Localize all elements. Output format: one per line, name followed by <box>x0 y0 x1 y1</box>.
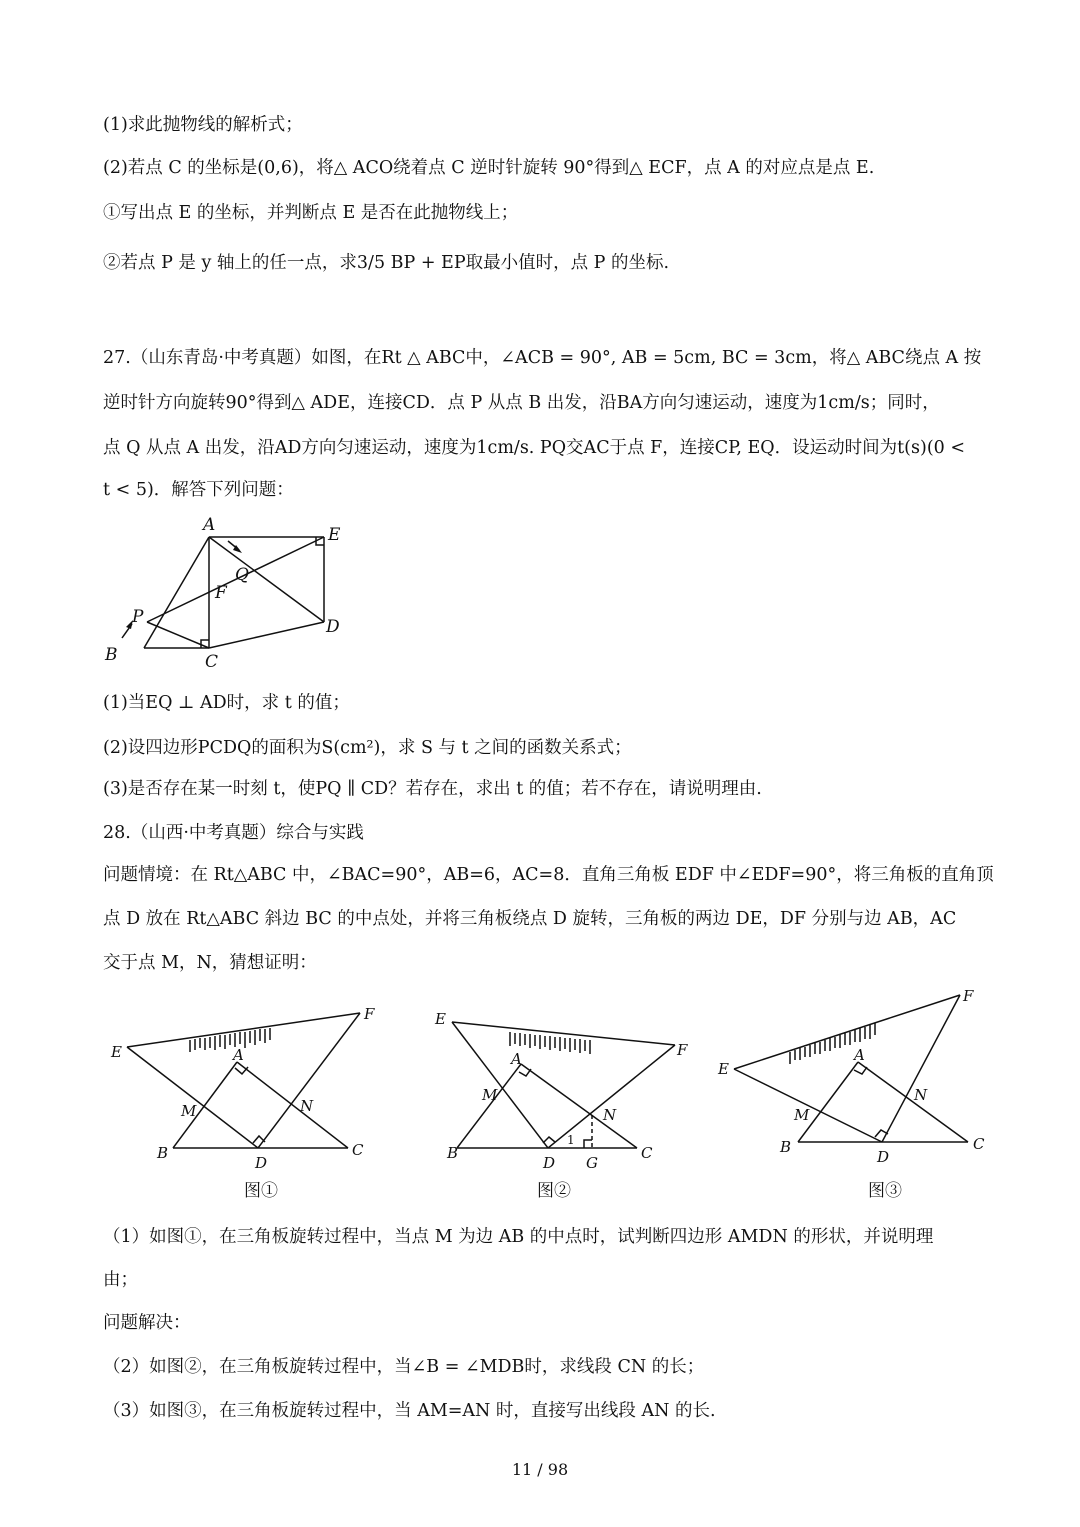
label-A: A <box>511 1050 522 1068</box>
seg-AD <box>209 537 324 622</box>
seg-FD <box>258 1013 360 1148</box>
q26-sub2: ②若点 P 是 y 轴上的任一点，求3/5 BP + EP取最小值时，点 P 的坐标. <box>103 253 670 273</box>
label-C: C <box>205 652 219 672</box>
label-A: A <box>203 515 216 535</box>
label-E: E <box>435 1010 446 1028</box>
q26-part1: (1)求此抛物线的解析式； <box>103 115 303 135</box>
label-N: N <box>300 1097 314 1115</box>
right-angle-D <box>543 1137 555 1143</box>
label-E: E <box>111 1043 122 1061</box>
label-E: E <box>718 1060 729 1078</box>
q27-part2: (2)设四边形PCDQ的面积为S(cm²)，求 S 与 t 之间的函数关系式； <box>103 738 632 758</box>
label-M: M <box>794 1106 810 1124</box>
label-C: C <box>352 1141 364 1159</box>
label-E: E <box>328 525 341 545</box>
label-C: C <box>641 1144 653 1162</box>
label-B: B <box>447 1144 459 1162</box>
seg-PC <box>147 622 209 648</box>
q28-part2: （2）如图②，在三角板旋转过程中，当∠B = ∠MDB时，求线段 CN 的长； <box>103 1357 705 1377</box>
seg-BA <box>798 1062 858 1142</box>
q28-resolve: 问题解决： <box>103 1313 191 1333</box>
q27-figure <box>95 510 355 675</box>
label-M: M <box>482 1086 498 1104</box>
q27-line3: 点 Q 从点 A 出发，沿AD方向匀速运动，速度为1cm/s. PQ交AC于点 F，连接CP, EQ．设运动时间为t(s)(0 < <box>103 438 966 458</box>
label-D: D <box>877 1148 890 1166</box>
q28-part1b: 由； <box>103 1270 138 1290</box>
q28-figure-2 <box>425 1000 705 1205</box>
q28-figure-3 <box>710 982 1000 1207</box>
q26-sub1: ①写出点 E 的坐标，并判断点 E 是否在此抛物线上； <box>103 203 519 223</box>
seg-AC <box>858 1062 968 1142</box>
seg-AC <box>237 1062 348 1148</box>
right-angle-G <box>584 1140 592 1148</box>
fig2-caption: 图② <box>537 1181 571 1201</box>
label-F: F <box>963 987 974 1005</box>
fig1-caption: 图① <box>244 1181 278 1201</box>
q28-figure-1 <box>105 1000 395 1205</box>
label-M: M <box>181 1102 197 1120</box>
label-B: B <box>780 1138 792 1156</box>
label-P: P <box>132 607 144 627</box>
label-F: F <box>215 583 227 603</box>
label-B: B <box>157 1144 169 1162</box>
seg-BA <box>144 537 209 648</box>
label-angle-1: 1 <box>567 1133 575 1147</box>
page-number: 11 / 98 <box>511 1460 569 1479</box>
q27-line1: 27.（山东青岛·中考真题）如图，在Rt △ ABC中，∠ACB = 90°, AB = 5cm, BC = 3cm，将△ ABC绕点 A 按 <box>103 348 982 368</box>
q28-title: 28.（山西·中考真题）综合与实践 <box>103 823 364 843</box>
q28-line1: 问题情境：在 Rt△ABC 中，∠BAC=90°，AB=6，AC=8．直角三角板 EDF 中∠EDF=90°，将三角板的直角顶 <box>103 865 994 885</box>
q28-part3: （3）如图③，在三角板旋转过程中，当 AM=AN 时，直接写出线段 AN 的长. <box>103 1401 716 1421</box>
q27-part1: (1)当EQ ⊥ AD时，求 t 的值； <box>103 693 350 713</box>
q26-part2: (2)若点 C 的坐标是(0,6)，将△ ACO绕着点 C 逆时针旋转 90°得到△ ECF，点 A 的对应点是点 E. <box>103 158 875 178</box>
label-A: A <box>233 1046 244 1064</box>
label-F: F <box>364 1005 375 1023</box>
label-A: A <box>854 1046 865 1064</box>
label-N: N <box>914 1086 928 1104</box>
label-C: C <box>973 1135 985 1153</box>
label-N: N <box>603 1106 617 1124</box>
q28-line3: 交于点 M，N，猜想证明： <box>103 953 317 973</box>
q28-part1a: （1）如图①，在三角板旋转过程中，当点 M 为边 AB 的中点时，试判断四边形 AMDN 的形状，并说明理 <box>103 1227 934 1247</box>
label-D: D <box>255 1154 268 1172</box>
seg-EF <box>452 1022 675 1045</box>
q28-line2: 点 D 放在 Rt△ABC 斜边 BC 的中点处，并将三角板绕点 D 旋转，三角板的两边 DE，DF 分别与边 AB，AC <box>103 909 957 929</box>
seg-ED <box>452 1022 548 1148</box>
seg-BA <box>457 1064 521 1148</box>
seg-CD <box>209 622 324 648</box>
seg-EF <box>127 1013 360 1047</box>
label-Q: Q <box>235 565 249 585</box>
q27-line4: t < 5)．解答下列问题： <box>103 480 294 500</box>
q27-part3: (3)是否存在某一时刻 t，使PQ ∥ CD？若存在，求出 t 的值；若不存在，请说明理由. <box>103 779 762 799</box>
label-F: F <box>677 1041 688 1059</box>
label-B: B <box>105 645 118 665</box>
label-D: D <box>326 617 340 637</box>
right-angle-A <box>235 1067 248 1074</box>
label-D: D <box>543 1154 556 1172</box>
label-G: G <box>586 1154 598 1172</box>
fig3-caption: 图③ <box>868 1181 902 1201</box>
q27-line2: 逆时针方向旋转90°得到△ ADE，连接CD．点 P 从点 B 出发，沿BA方向匀速运动，速度为1cm/s；同时， <box>103 393 940 413</box>
